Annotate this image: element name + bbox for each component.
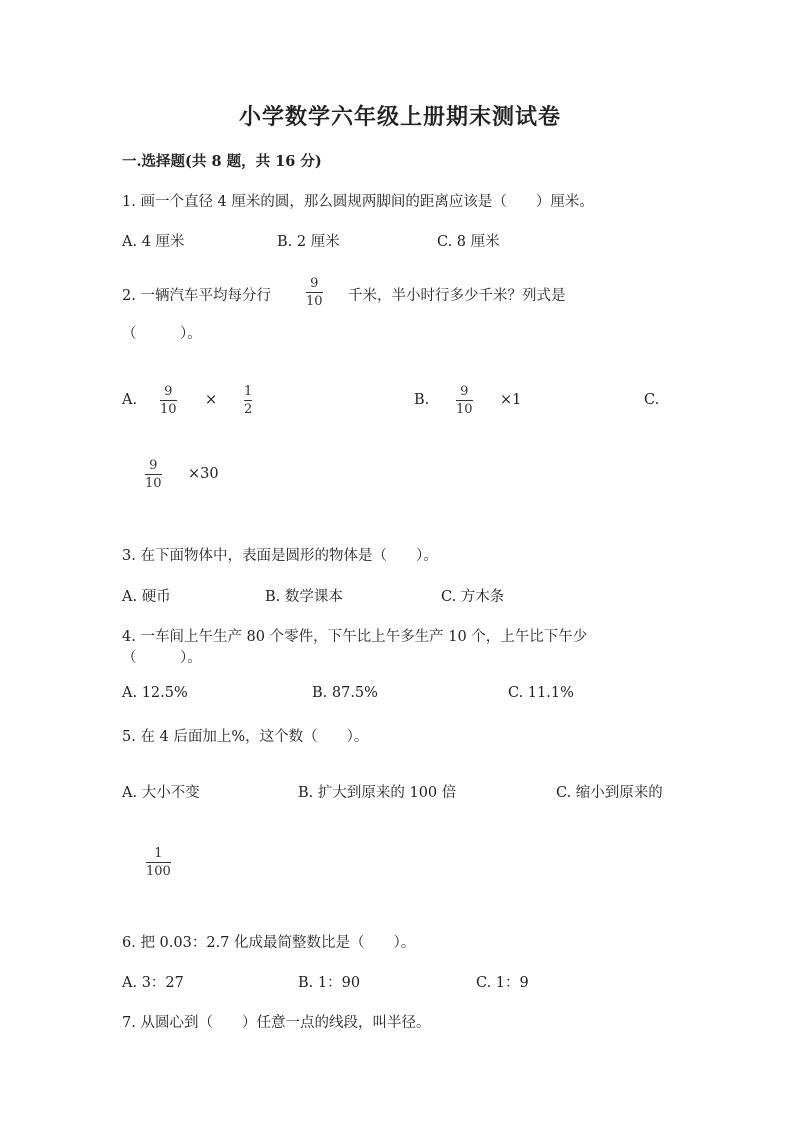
q1-option-a[interactable]: A. 4 厘米 (122, 234, 185, 250)
q6-option-c[interactable]: C. 1：9 (476, 975, 529, 991)
q2-option-c-rest: ×30 (188, 466, 219, 482)
q2-option-a-label[interactable]: A. (122, 392, 138, 408)
q1-option-c[interactable]: C. 8 厘米 (437, 234, 500, 250)
fraction-numerator: 1 (244, 384, 253, 399)
fraction-numerator: 1 (154, 846, 163, 861)
fraction-bar (146, 862, 171, 863)
q2-option-b-label[interactable]: B. (414, 392, 430, 408)
section-heading: 一.选择题(共 8 题，共 16 分) (122, 153, 322, 170)
question-5-text: 5. 在 4 后面加上%，这个数（ ）。 (122, 729, 369, 745)
q1-option-b[interactable]: B. 2 厘米 (277, 234, 340, 250)
q2-option-a-fraction-2 (244, 384, 252, 417)
question-3-text: 3. 在下面物体中，表面是圆形的物体是（ ）。 (122, 548, 438, 564)
fraction-numerator: 9 (149, 458, 158, 473)
question-7-text: 7. 从圆心到（ ）任意一点的线段，叫半径。 (122, 1015, 431, 1031)
fraction-numerator: 9 (310, 276, 319, 291)
fraction-denominator: 10 (145, 476, 162, 491)
q3-option-c[interactable]: C. 方木条 (441, 589, 505, 605)
fraction-denominator: 10 (160, 402, 177, 417)
q2-option-b-fraction (456, 384, 473, 417)
fraction-bar (160, 400, 177, 401)
question-4-text: 4. 一车间上午生产 80 个零件，下午比上午多生产 10 个，上午比下午少 (122, 629, 588, 645)
q3-option-b[interactable]: B. 数学课本 (265, 589, 343, 605)
fraction-denominator: 10 (456, 402, 473, 417)
q4-option-c[interactable]: C. 11.1% (508, 685, 574, 701)
fraction-bar (306, 292, 323, 293)
q5-option-c-fraction (146, 846, 171, 879)
fraction-denominator: 100 (146, 864, 171, 879)
q2-fraction (306, 276, 323, 309)
fraction-denominator: 2 (244, 402, 253, 417)
q2-option-b-rest: ×1 (500, 392, 522, 408)
question-1-text: 1. 画一个直径 4 厘米的圆，那么圆规两脚间的距离应该是（ ）厘米。 (122, 194, 594, 210)
fraction-bar (145, 474, 162, 475)
q2-option-c-fraction (145, 458, 162, 491)
question-4-blank: （ ）。 (122, 650, 202, 666)
q5-option-a[interactable]: A. 大小不变 (122, 785, 200, 801)
question-2-prefix: 2. 一辆汽车平均每分行 (122, 288, 271, 304)
q4-option-a[interactable]: A. 12.5% (122, 685, 188, 701)
q5-option-b[interactable]: B. 扩大到原来的 100 倍 (298, 785, 457, 801)
question-2-blank: （ ）。 (122, 326, 202, 342)
fraction-bar (244, 400, 252, 401)
q6-option-a[interactable]: A. 3：27 (122, 975, 184, 991)
q2-option-c-label[interactable]: C. (644, 392, 660, 408)
q3-option-a[interactable]: A. 硬币 (122, 589, 171, 605)
fraction-numerator: 9 (460, 384, 469, 399)
fraction-denominator: 10 (306, 294, 323, 309)
q5-option-c[interactable]: C. 缩小到原来的 (556, 785, 663, 801)
fraction-numerator: 9 (164, 384, 173, 399)
page-title: 小学数学六年级上册期末测试卷 (238, 104, 561, 130)
question-6-text: 6. 把 0.03：2.7 化成最简整数比是（ ）。 (122, 935, 416, 951)
q4-option-b[interactable]: B. 87.5% (312, 685, 378, 701)
q2-option-a-times: × (205, 392, 218, 408)
question-2-suffix: 千米，半小时行多少千米？列式是 (348, 288, 566, 304)
q6-option-b[interactable]: B. 1：90 (298, 975, 361, 991)
fraction-bar (456, 400, 473, 401)
q2-option-a-fraction-1 (160, 384, 177, 417)
